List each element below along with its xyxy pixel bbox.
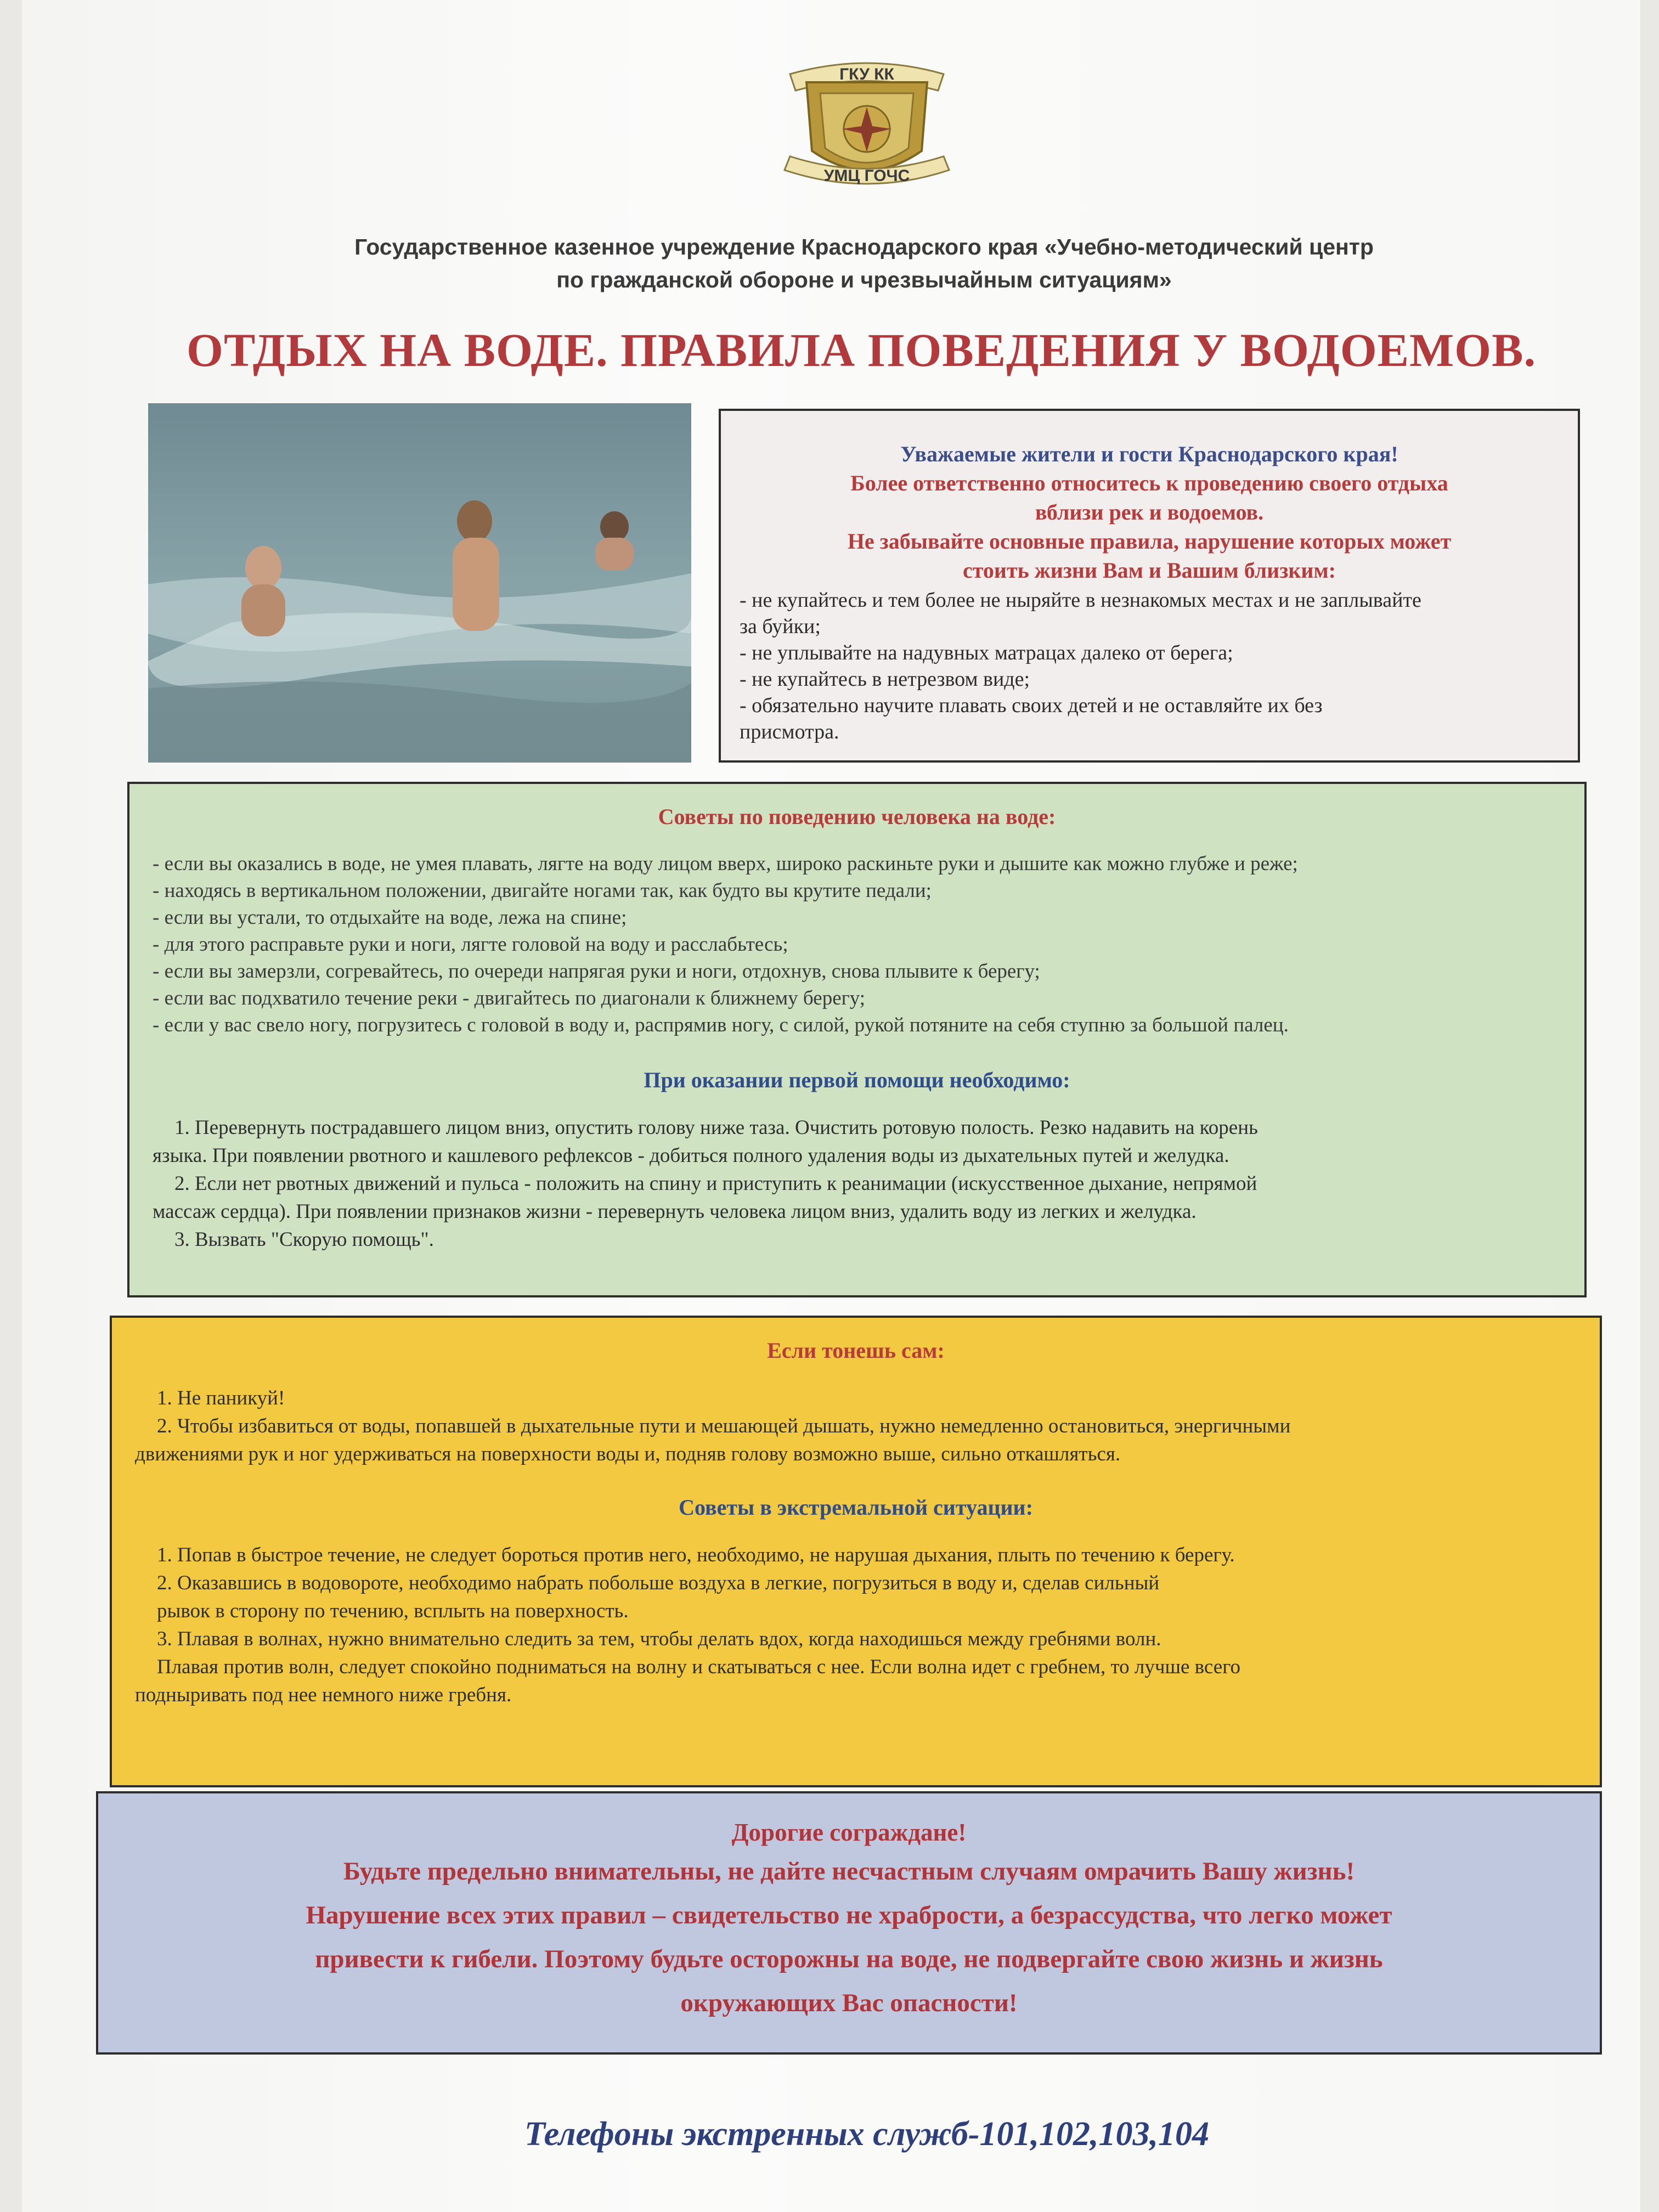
appeal-line: привести к гибели. Поэтому будьте осторожны на воде, не подвергайте свою жизнь и жизнь (315, 1945, 1383, 1973)
drowning-step-2: 2. Чтобы избавиться от воды, попавшей в дыхательные пути и мешающей дышать, нужно немедленно остановиться, энергичными (157, 1415, 1291, 1437)
water-tips-box (127, 782, 1587, 1297)
extreme-step-4: Плавая против волн, следует спокойно подниматься на волну и скатываться с нее. Если волна идет с гребнем, то лучше всего (157, 1656, 1240, 1678)
emblem-shield-icon (774, 52, 960, 200)
first-aid-step-3: 3. Вызвать "Скорую помощь". (174, 1228, 434, 1251)
drowning-box (110, 1316, 1602, 1787)
poster-title: ОТДЫХ НА ВОДЕ. ПРАВИЛА ПОВЕДЕНИЯ У ВОДОЕМОВ. (187, 324, 1536, 376)
intro-heading (740, 439, 1559, 585)
extreme-step-4-cont: подныривать под нее немного ниже гребня. (135, 1684, 512, 1706)
extreme-step-3: 3. Плавая в волнах, нужно внимательно следить за тем, чтобы делать вдох, когда находишься между гребнями волн. (157, 1628, 1161, 1650)
intro-rule: присмотра. (740, 720, 839, 743)
intro-rule: - не купайтесь и тем более не ныряйте в незнакомых местах и не заплывайте (740, 589, 1421, 612)
intro-rule: - обязательно научите плавать своих детей и не оставляйте их без (740, 694, 1323, 717)
drowning-step-2-cont: движениями рук и ног удерживаться на поверхности воды и, подняв голову возможно выше, сильно откашляться. (135, 1443, 1121, 1465)
intro-line-4: Не забывайте основные правила, нарушение которых может (847, 529, 1452, 554)
appeal-line: Будьте предельно внимательны, не дайте несчастным случаям омрачить Вашу жизнь! (343, 1857, 1355, 1886)
swimmers-photo (148, 403, 691, 763)
extreme-text (135, 1541, 1577, 1709)
water-tip: - если вас подхватило течение реки - двигайтесь по диагонали к ближнему берегу; (153, 987, 866, 1009)
water-tip: - находясь в вертикальном положении, двигайте ногами так, как будто вы крутите педали; (153, 879, 932, 902)
logo-top-text: ГКУ КК (839, 65, 894, 83)
water-tip: - если вы устали, то отдыхайте на воде, лежа на спине; (153, 906, 627, 929)
water-tips-list (153, 850, 1561, 1039)
extreme-step-2: 2. Оказавшись в водовороте, необходимо набрать побольше воздуха в легкие, погрузиться в воду и, сделав сильный (157, 1572, 1160, 1594)
extreme-step-1: 1. Попав в быстрое течение, не следует бороться против него, необходимо, не нарушая дыхания, плыть по течению к берегу. (157, 1544, 1235, 1566)
intro-line-2: Более ответственно относитесь к проведению своего отдыха (850, 471, 1448, 495)
emergency-phones: Телефоны экстренных служб-101,102,103,104 (524, 2115, 1209, 2153)
poster-sheet (22, 0, 1640, 2212)
intro-rule: за буйки; (740, 615, 821, 638)
first-aid-step-1-cont: языка. При появлении рвотного и кашлевого рефлексов - добиться полного удаления воды из дыхательных путей и желудка. (153, 1144, 1229, 1167)
water-tip: - для этого расправьте руки и ноги, лягте головой на воду и расслабьтесь; (153, 933, 788, 956)
organization-name (187, 230, 1542, 296)
extreme-step-2-cont: рывок в сторону по течению, всплыть на поверхность. (157, 1600, 629, 1622)
water-tip: - если у вас свело ногу, погрузитесь с головой в воду и, распрямив ногу, с силой, рукой потяните на себя ступню за большой палец. (153, 1014, 1289, 1036)
appeal-salutation: Дорогие сограждане! (731, 1819, 967, 1846)
intro-line-5: стоить жизни Вам и Вашим близким: (963, 558, 1336, 583)
intro-rule: - не уплывайте на надувных матрацах далеко от берега; (740, 641, 1233, 664)
intro-rule: - не купайтесь в нетрезвом виде; (740, 668, 1030, 691)
appeal-line: Нарушение всех этих правил – свидетельство не храбрости, а безрассудства, что легко может (306, 1901, 1392, 1929)
intro-box (719, 409, 1580, 763)
appeal-box (96, 1791, 1602, 2055)
intro-line-3: вблизи рек и водоемов. (1035, 500, 1264, 524)
water-tip: - если вы оказались в воде, не умея плавать, лягте на воду лицом вверх, широко раскиньте руки и дышите как можно глубже и реже; (153, 853, 1298, 875)
first-aid-step-2-cont: массаж сердца). При появлении признаков жизни - перевернуть человека лицом вниз, удалить воду из легких и желудка. (153, 1200, 1197, 1223)
intro-greeting: Уважаемые жители и гости Краснодарского края! (900, 442, 1398, 466)
drowning-title: Если тонешь сам: (767, 1338, 945, 1363)
first-aid-step-2: 2. Если нет рвотных движений и пульса - положить на спину и приступить к реанимации (искусственное дыхание, непрямой (174, 1172, 1257, 1195)
org-line-1: Государственное казенное учреждение Краснодарского края «Учебно-методический центр (354, 234, 1374, 259)
intro-rules-list (740, 587, 1559, 745)
logo-bottom-text: УМЦ ГОЧС (823, 167, 910, 185)
appeal-text (120, 1815, 1578, 2025)
org-line-2: по гражданской обороне и чрезвычайным ситуациям» (556, 267, 1172, 292)
water-tip: - если вы замерзли, согревайтесь, по очереди напрягая руки и ноги, отдохнув, снова плывите к берегу; (153, 960, 1040, 983)
drowning-text (135, 1384, 1577, 1468)
drowning-step-1: 1. Не паникуй! (157, 1387, 285, 1409)
first-aid-text (153, 1114, 1561, 1254)
extreme-title: Советы в экстремальной ситуации: (679, 1495, 1033, 1520)
first-aid-title: При оказании первой помощи необходимо: (644, 1068, 1070, 1092)
first-aid-step-1: 1. Перевернуть пострадавшего лицом вниз, опустить голову ниже таза. Очистить ротовую полость. Резко надавить на корень (174, 1116, 1258, 1139)
appeal-line: окружающих Вас опасности! (680, 1989, 1018, 2017)
water-tips-title: Советы по поведению человека на воде: (658, 804, 1056, 829)
